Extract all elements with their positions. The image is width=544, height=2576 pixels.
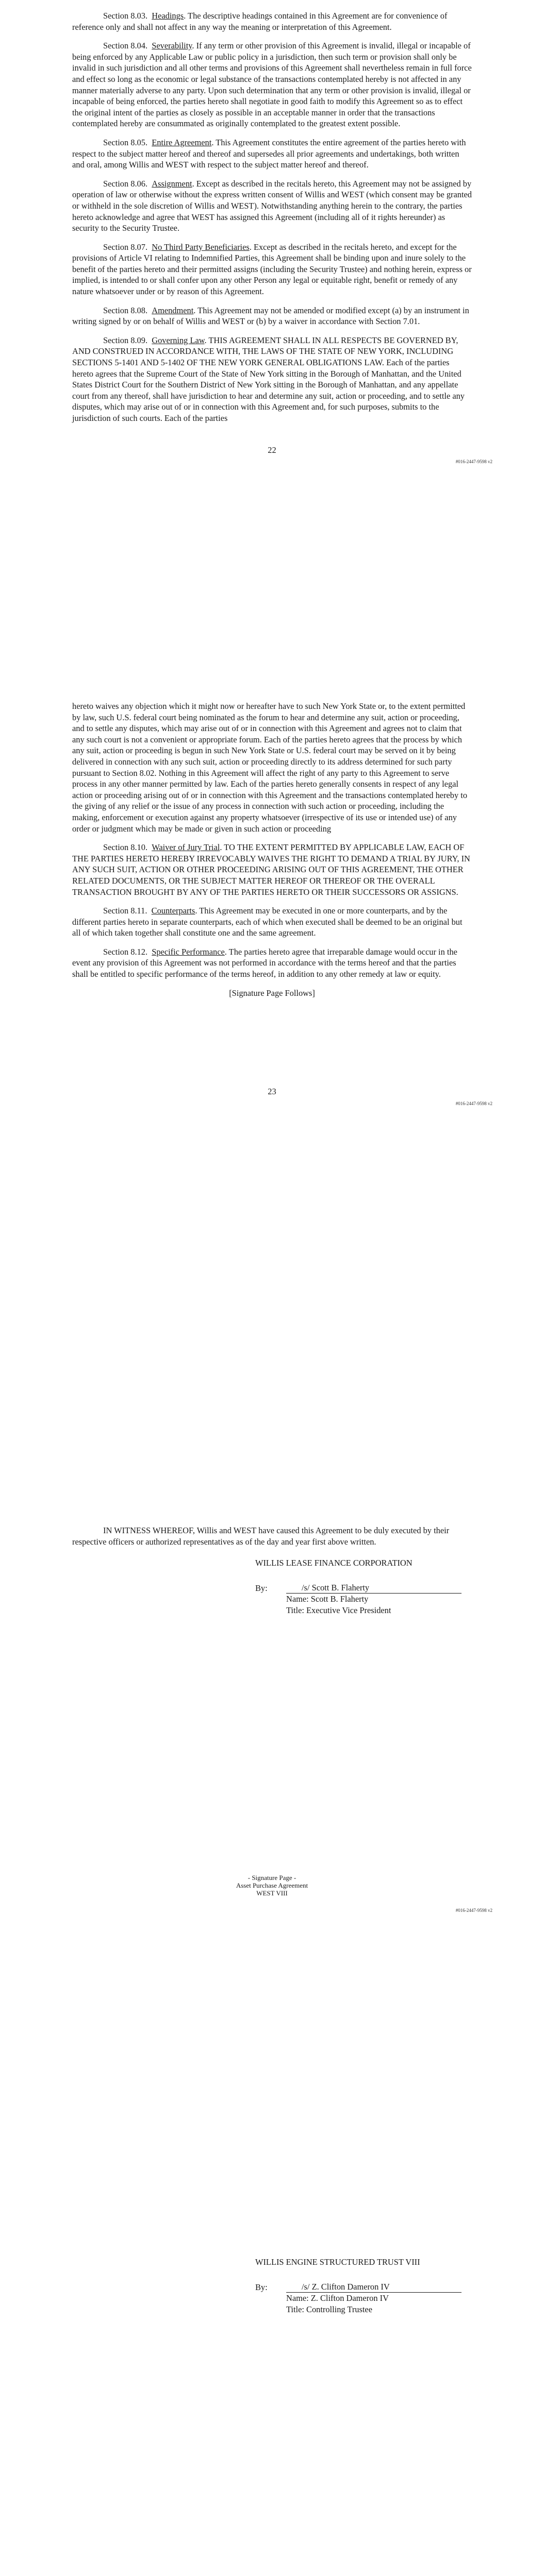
document-page-23 xyxy=(0,701,544,1525)
section-number: Section 8.08. xyxy=(103,305,148,315)
section-heading: Assignment xyxy=(152,178,192,189)
signature-row xyxy=(255,2281,472,2293)
section-heading: Amendment xyxy=(152,305,194,315)
section-8-09 xyxy=(72,335,472,424)
section-8-10 xyxy=(72,842,472,897)
footer-line: Asset Purchase Agreement xyxy=(236,1881,308,1889)
signatory-company: WILLIS ENGINE STRUCTURED TRUST VIII xyxy=(255,2257,420,2267)
signatory-title: Title: Executive Vice President xyxy=(286,1605,391,1615)
section-number: Section 8.07. xyxy=(103,242,148,252)
section-body: . This Agreement constitutes the entire agreement of the parties hereto with respect to the subject matter hereof and thereof and supersedes all prior agreements and undertakings, both written and oral, among Willis and WEST with respect to the subject matter hereof and thereof. xyxy=(72,137,466,170)
section-8-12 xyxy=(72,946,472,980)
section-number: Section 8.04. xyxy=(103,41,148,51)
signature-page-willis xyxy=(0,1525,544,2195)
signature-block xyxy=(255,1557,472,1616)
section-number: Section 8.12. xyxy=(103,946,148,957)
section-heading: Waiver of Jury Trial xyxy=(152,842,220,853)
section-heading: Governing Law xyxy=(152,335,205,345)
signature-page-west xyxy=(0,2257,544,2576)
section-body: . The parties hereto agree that irreparable damage would occur in the event any provision of this Agreement was not performed in accordance with the terms hereof and that the parties shall be entitled to specific performance of the terms hereof, in addition to any other remedy at law or equity. xyxy=(72,946,457,979)
section-8-07 xyxy=(72,242,472,297)
section-number: Section 8.03. xyxy=(103,11,148,21)
footer-line: WEST VIII xyxy=(256,1889,288,1897)
footer-line: - Signature Page - xyxy=(248,1873,296,1882)
signature-page-follows: [Signature Page Follows] xyxy=(229,988,315,998)
signature-line: /s/ Scott B. Flaherty xyxy=(286,1582,461,1594)
signatory-name: Name: Scott B. Flaherty xyxy=(286,1594,369,1604)
signatory-company: WILLIS LEASE FINANCE CORPORATION xyxy=(255,1558,413,1568)
section-heading: Specific Performance xyxy=(152,946,225,957)
by-label: By: xyxy=(255,1583,268,1593)
signature-line: /s/ Z. Clifton Dameron IV xyxy=(286,2281,461,2293)
in-witness-whereof: IN WITNESS WHEREOF, Willis and WEST have caused this Agreement to be duly executed by their respective officers or authorized representatives as of the day and year first above written. xyxy=(72,1526,450,1547)
page-number: 22 xyxy=(268,445,276,455)
signature-row xyxy=(255,1582,472,1594)
section-body: . Except as described in the recitals hereto, and except for the provisions of Article VI relating to Indemnified Parties, this Agreement shall be binding upon and inure solely to the benefit of the parties hereto and their permitted assigns (including the Security Trustee) and nothing herein, express or implied, is intended to or shall confer upon any other Person any legal or equitable right, benefit or remedy of any nature whatsoever under or by reason of this Agreement. xyxy=(72,242,472,297)
section-number: Section 8.09. xyxy=(103,335,148,345)
section-8-05 xyxy=(72,137,472,171)
section-body: . TO THE EXTENT PERMITTED BY APPLICABLE LAW, EACH OF THE PARTIES HERETO HEREBY IRREVOCABLY WAIVES THE RIGHT TO DEMAND A TRIAL BY JURY, IN ANY SUCH SUIT, ACTION OR OTHER PROCEEDING ARISING OUT OF THIS AGREEMENT, THE OTHER RELATED DOCUMENTS, OR THE SUBJECT MATTER HEREOF OR THEREOF OR THE OVERALL TRANSACTION BROUGHT BY ANY OF THE PARTIES HERETO OR THEIR SUCCESSORS OR ASSIGNS. xyxy=(72,842,470,897)
section-body: . If any term or other provision of this Agreement is invalid, illegal or incapable of being enforced by any Applicable Law or public policy in a jurisdiction, then such term or provision shall only be invalid in such jurisdiction and all other terms and provisions of this Agreement shall nevertheless remain in full force and effect so long as the economic or legal substance of the transactions contemplated hereby is not affected in any manner materially adverse to any party. Upon such determination that any term or other provision is invalid, illegal or incapable of being enforced, the parties hereto shall negotiate in good faith to modify this Agreement so as to effect the original intent of the parties as closely as possible in an acceptable manner in order that the transactions contemplated hereby are consummated as originally contemplated to the greatest extent possible. xyxy=(72,41,472,129)
page-number: 23 xyxy=(268,1087,276,1097)
section-8-03 xyxy=(72,10,472,32)
section-8-11 xyxy=(72,905,472,939)
section-8-04 xyxy=(72,40,472,129)
section-heading: No Third Party Beneficiaries xyxy=(152,242,250,252)
section-body: . Except as described in the recitals hereto, this Agreement may not be assigned by operation of law or otherwise without the express written consent of Willis and WEST (which consent may be granted or withheld in the sole discretion of Willis and WEST). Notwithstanding anything herein to the contrary, the parties hereto acknowledge and agree that WEST has assigned this Agreement (including all of it rights hereunder) as security to the Security Trustee. xyxy=(72,178,472,233)
section-number: Section 8.06. xyxy=(103,178,148,189)
section-8-08 xyxy=(72,305,472,327)
signatory-title: Title: Controlling Trustee xyxy=(286,2304,372,2314)
section-heading: Counterparts xyxy=(151,906,195,916)
section-number: Section 8.11. xyxy=(103,906,147,916)
document-code: #016-2447-9598 v2 xyxy=(455,1907,492,1913)
document-code: #016-2447-9598 v2 xyxy=(455,459,492,465)
section-heading: Severability xyxy=(152,41,192,51)
signature-page-footer xyxy=(72,1874,472,1897)
section-8-06 xyxy=(72,178,472,234)
section-heading: Headings xyxy=(152,11,184,21)
signature-block xyxy=(255,2257,472,2315)
document-page-22 xyxy=(0,10,544,680)
section-number: Section 8.05. xyxy=(103,137,148,147)
signatory-name: Name: Z. Clifton Dameron IV xyxy=(286,2293,389,2303)
section-body: . The descriptive headings contained in this Agreement are for convenience of reference only and shall not affect in any way the meaning or interpretation of this Agreement. xyxy=(72,11,448,32)
by-label: By: xyxy=(255,2282,268,2292)
section-8-09-continued: hereto waives any objection which it might now or hereafter have to such New York State or, to the extent permitted by law, such U.S. federal court being nominated as the forum to hear and determine any suit, action or proceeding, and to settle any disputes, which may arise out of or in connection with this Agreement and agrees not to claim that any such court is not a convenient or appropriate forum. Each of the parties hereto agrees that the process by which any suit, action or proceeding is begun in such New York State or U.S. federal court may be served on it by being delivered in connection with any such suit, action or proceeding directly to its address determined for such party pursuant to Section 8.02. Nothing in this Agreement will affect the right of any party to this Agreement to serve process in any other manner permitted by law. Each of the parties hereto generally consents in respect of any legal action or proceeding arising out of or in connection with this Agreement and the transactions contemplated hereby to the giving of any relief or the issue of any process in connection with such action or proceeding, including the making, enforcement or execution against any property whatsoever (irrespective of its use or intended use) of any order or judgment which may be made or given in such action or proceeding xyxy=(72,701,468,834)
section-body: . THIS AGREEMENT SHALL IN ALL RESPECTS BE GOVERNED BY, AND CONSTRUED IN ACCORDANCE WITH, THE LAWS OF THE STATE OF NEW YORK, INCLUDING SECTIONS 5-1401 AND 5-1402 OF THE NEW YORK GENERAL OBLIGATIONS LAW. Each of the parties hereto agrees that the Supreme Court of the State of New York sitting in the Borough of Manhattan, and the United States District Court for the Southern District of New York sitting in the Borough of Manhattan, and any appellate court from any thereof, shall have jurisdiction to hear and determine any suit, action or proceeding, and to settle any disputes, which may arise out of or in connection with this Agreement and, for such purposes, submits to the jurisdiction of such courts. Each of the parties xyxy=(72,335,465,423)
section-body: . This Agreement may not be amended or modified except (a) by an instrument in writing signed by or on behalf of Willis and WEST or (b) by a waiver in accordance with Section 7.01. xyxy=(72,305,469,327)
section-heading: Entire Agreement xyxy=(152,137,212,147)
section-number: Section 8.10. xyxy=(103,842,148,853)
document-code: #016-2447-9598 v2 xyxy=(455,1100,492,1106)
section-body: . This Agreement may be executed in one or more counterparts, and by the different parties hereto in separate counterparts, each of which when executed shall be deemed to be an original but all of which taken together shall constitute one and the same agreement. xyxy=(72,906,463,938)
